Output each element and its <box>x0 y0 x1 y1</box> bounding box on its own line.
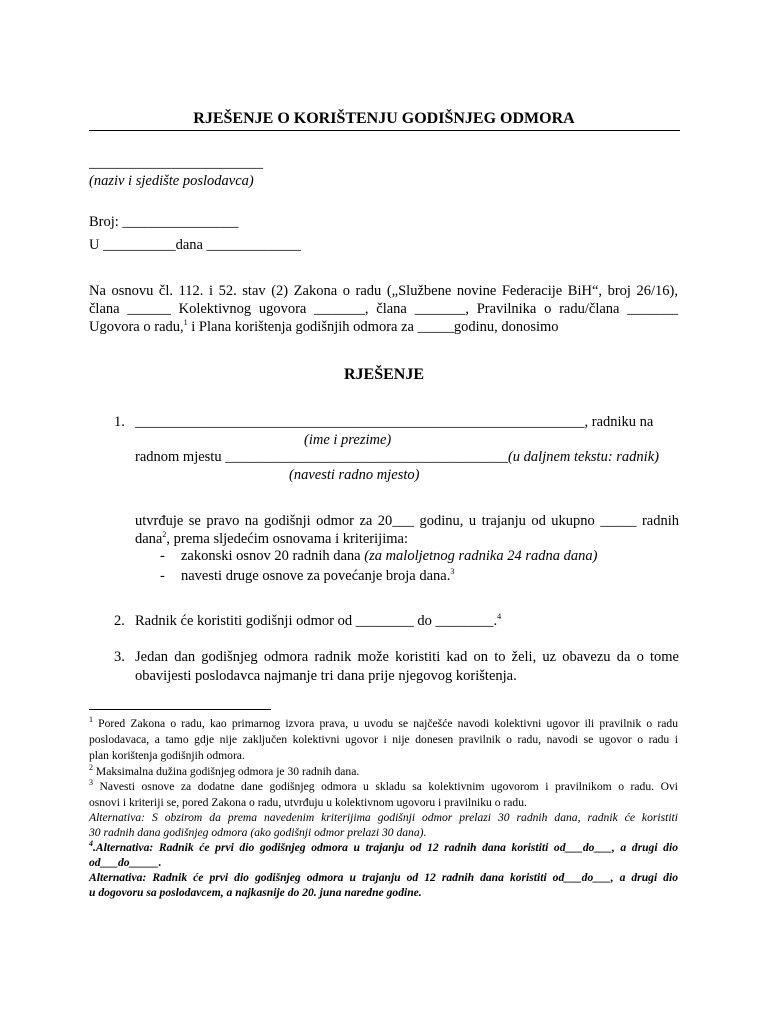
section-heading: RJEŠENJE <box>343 366 425 383</box>
document-title: RJEŠENJE O KORIŠTENJU GODIŠNJEG ODMORA <box>193 110 575 127</box>
item-number-3: 3. <box>114 649 125 665</box>
footnote-3-alternative-line-1: Alternativa: S obzirom da prema navedenim kriterijima godišnji odmor prelazi 30 radnih dana, radnik će koristiti <box>89 811 678 824</box>
item1-workplace-line: radnom mjestu _______________________________________(u daljnem tekstu: radnik) <box>135 449 659 465</box>
footnote-2: $^2$ Maksimalna dužina godišnjeg odmora je 30 radnih dana. <box>89 763 360 778</box>
footnote-3-line-2: osnovi i kriteriji se, pored Zakona o radu, utvrđuju u kolektivnom ugovoru i pravilniku o radu. <box>89 796 527 809</box>
mjesto-dana-line: U __________dana _____________ <box>89 237 301 253</box>
title-rule <box>89 130 680 131</box>
item3-line-2: obavijesti poslodavca najmanje tri dana prije njegovog korištenja. <box>135 668 517 684</box>
footnote-1-line-3: plan korištenja godišnjih odmora. <box>89 749 245 762</box>
footnote-3-alternative-line-2: 30 radnih dana godišnjeg odmora (ako godišnji odmor prelazi 30 dana). <box>89 826 427 839</box>
footnote-4-alternative-line-2: u dogovoru sa poslodavcem, a najkasnije do 20. juna naredne godine. <box>89 886 422 899</box>
item1-name-line: ______________________________________________________________, radniku na <box>135 414 654 430</box>
footnote-separator <box>89 709 271 710</box>
footnote-3-line-1: $^3$ Navesti osnove za dodatne dane godišnjeg odmora u skladu sa kolektivnim ugovorom i pravilnikom o radu. Ovi <box>89 778 678 793</box>
item-number-2: 2. <box>114 613 125 629</box>
item1-criteria-line: dana$^2$, prema sljedećim osnovama i kriterijima: <box>135 530 408 547</box>
employer-caption: (naziv i sjedište poslodavca) <box>89 173 254 189</box>
footnote-1-line-1: $^1$ Pored Zakona o radu, kao primarnog izvora prava, u uvodu se najčešće navodi kolektivni ugovor ili pravilnik o radu <box>89 715 678 730</box>
item3-line-1: Jedan dan godišnjeg odmora radnik može koristiti kad on to želi, uz obavezu da o tome <box>135 649 679 665</box>
footnote-4-line-1: $^4$.Alternativa: Radnik će prvi dio godišnjeg odmora u trajanju od 12 radnih dana koristiti od___do___, a drugi dio <box>89 839 678 854</box>
item1-workplace-caption: (navesti radno mjesto) <box>289 467 420 483</box>
bullet-dash-2: - <box>160 568 165 584</box>
item1-entitlement-line: utvrđuje se pravo na godišnji odmor za 20___ godinu, u trajanju od ukupno _____ radnih <box>135 513 679 529</box>
preamble-line-3: Ugovora o radu,$^1$ i Plana korištenja godišnjih odmora za _____godinu, donosimo <box>89 318 559 335</box>
item1-name-caption: (ime i prezime) <box>304 432 392 448</box>
footnote-4-alternative-line-1: Alternativa: Radnik će prvi dio godišnjeg odmora u trajanju od 12 radnih dana koristiti od___do___, a drugi dio <box>89 871 678 884</box>
bullet-2: navesti druge osnove za povećanje broja dana.$^3$ <box>181 567 455 584</box>
bullet-1: zakonski osnov 20 radnih dana (za maloljetnog radnika 24 radna dana) <box>181 548 598 564</box>
bullet-dash-1: - <box>160 548 165 564</box>
broj-line: Broj: ________________ <box>89 214 239 230</box>
preamble-line-1: Na osnovu čl. 112. i 52. stav (2) Zakona o radu („Službene novine Federacije BiH“, broj 26/16), <box>89 283 678 299</box>
footnote-1-line-2: poslodavaca, a tamo gdje nije zaključen kolektivni ugovor i nije donesen pravilnik o radu, navodi se ugovor o radu i <box>89 733 678 746</box>
item2-text: Radnik će koristiti godišnji odmor od ________ do ________.$^4$ <box>135 612 502 629</box>
preamble-line-2: člana ______ Kolektivnog ugovora _______, člana _______, Pravilnika o radu/člana _______ <box>89 301 678 317</box>
item-number-1: 1. <box>114 414 125 430</box>
footnote-4-line-2: od___do_____. <box>89 856 162 869</box>
employer-line: ________________________ <box>89 155 263 171</box>
